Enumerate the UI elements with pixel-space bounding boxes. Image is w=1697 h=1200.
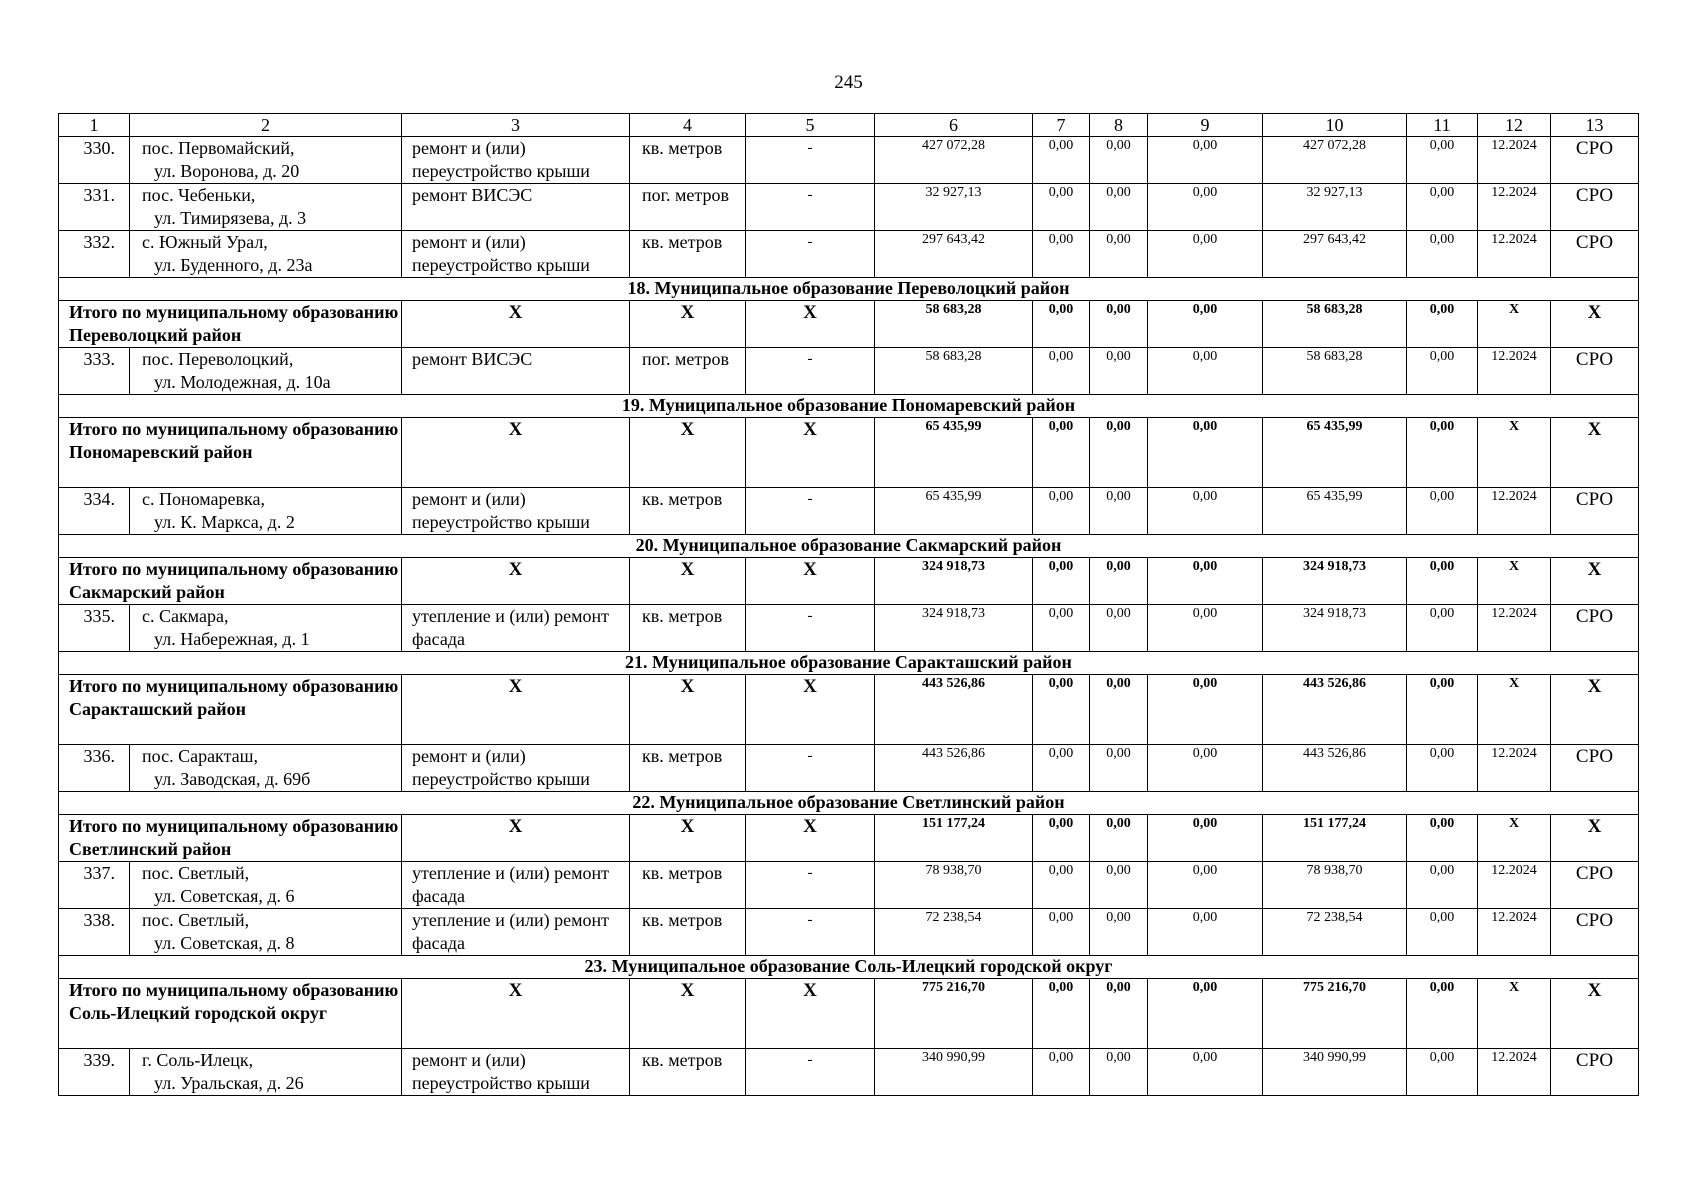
total-c7: 0,00 [1033,418,1090,488]
work-type: утепление и (или) ремонт фасада [402,862,630,909]
section-heading-row [59,956,1639,979]
operator: СРО [1551,231,1639,278]
x-mark: Х [630,418,746,488]
column-number-1: 1 [59,114,130,137]
amount-c6: 32 927,13 [875,184,1033,231]
total-c10: 324 918,73 [1263,558,1407,605]
x-mark: Х [630,558,746,605]
deadline: 12.2024 [1478,745,1551,792]
amount-c10: 32 927,13 [1263,184,1407,231]
x-mark: Х [746,979,875,1049]
column-number-row [59,114,1639,137]
total-c9: 0,00 [1148,418,1263,488]
total-c8: 0,00 [1090,558,1148,605]
x-mark: Х [1478,675,1551,745]
total-c8: 0,00 [1090,979,1148,1049]
col-5-value: - [746,137,875,184]
x-mark: Х [746,558,875,605]
section-heading-row [59,792,1639,815]
amount-c8: 0,00 [1090,605,1148,652]
amount-c7: 0,00 [1033,184,1090,231]
amount-c8: 0,00 [1090,488,1148,535]
amount-c6: 65 435,99 [875,488,1033,535]
amount-c7: 0,00 [1033,348,1090,395]
col-5-value: - [746,909,875,956]
col-5-value: - [746,862,875,909]
total-c9: 0,00 [1148,979,1263,1049]
x-mark: Х [1551,301,1639,348]
total-c7: 0,00 [1033,815,1090,862]
amount-c9: 0,00 [1148,909,1263,956]
amount-c11: 0,00 [1407,231,1478,278]
total-label: Итого по муниципальному образованию Соль-Илецкий городской округ [59,979,402,1049]
operator: СРО [1551,137,1639,184]
unit: кв. метров [630,745,746,792]
row-number: 338. [59,909,130,956]
column-number-3: 3 [402,114,630,137]
col-5-value: - [746,348,875,395]
total-c11: 0,00 [1407,675,1478,745]
amount-c9: 0,00 [1148,862,1263,909]
amount-c6: 427 072,28 [875,137,1033,184]
section-title: 19. Муниципальное образование Пономаревский район [59,395,1639,418]
x-mark: Х [630,979,746,1049]
x-mark: Х [630,301,746,348]
table-row [59,231,1639,278]
amount-c6: 340 990,99 [875,1049,1033,1096]
total-c8: 0,00 [1090,418,1148,488]
total-c6: 151 177,24 [875,815,1033,862]
operator: СРО [1551,1049,1639,1096]
amount-c9: 0,00 [1148,745,1263,792]
total-c6: 58 683,28 [875,301,1033,348]
row-number: 334. [59,488,130,535]
total-c11: 0,00 [1407,815,1478,862]
address-cell [130,1049,402,1096]
address-cell [130,184,402,231]
col-5-value: - [746,488,875,535]
total-c7: 0,00 [1033,979,1090,1049]
column-number-10: 10 [1263,114,1407,137]
address-line-1: с. Пономаревка, [142,489,265,509]
amount-c7: 0,00 [1033,745,1090,792]
total-c8: 0,00 [1090,815,1148,862]
deadline: 12.2024 [1478,184,1551,231]
amount-c10: 443 526,86 [1263,745,1407,792]
operator: СРО [1551,184,1639,231]
unit: кв. метров [630,862,746,909]
amount-c11: 0,00 [1407,488,1478,535]
total-c7: 0,00 [1033,558,1090,605]
amount-c6: 443 526,86 [875,745,1033,792]
deadline: 12.2024 [1478,862,1551,909]
amount-c10: 340 990,99 [1263,1049,1407,1096]
total-label: Итого по муниципальному образованию Светлинский район [59,815,402,862]
table-row [59,745,1639,792]
row-number: 335. [59,605,130,652]
total-c6: 443 526,86 [875,675,1033,745]
address-cell [130,488,402,535]
amount-c7: 0,00 [1033,862,1090,909]
unit: кв. метров [630,1049,746,1096]
total-c6: 324 918,73 [875,558,1033,605]
address-line-1: с. Южный Урал, [142,232,268,252]
amount-c9: 0,00 [1148,348,1263,395]
address-line-2: ул. Советская, д. 8 [154,933,295,953]
col-5-value: - [746,184,875,231]
amount-c7: 0,00 [1033,231,1090,278]
total-label: Итого по муниципальному образованию Сакмарский район [59,558,402,605]
page-number: 245 [834,72,863,93]
total-c8: 0,00 [1090,675,1148,745]
x-mark: Х [630,675,746,745]
x-mark: Х [1551,558,1639,605]
amount-c11: 0,00 [1407,862,1478,909]
amount-c6: 72 238,54 [875,909,1033,956]
address-line-2: ул. Заводская, д. 69б [154,769,311,789]
capital-repair-table [58,113,1639,1096]
total-c7: 0,00 [1033,301,1090,348]
row-number: 331. [59,184,130,231]
total-c11: 0,00 [1407,418,1478,488]
section-heading-row [59,278,1639,301]
work-type: ремонт и (или) переустройство крыши [402,231,630,278]
col-5-value: - [746,231,875,278]
amount-c7: 0,00 [1033,137,1090,184]
amount-c8: 0,00 [1090,1049,1148,1096]
table-row [59,348,1639,395]
row-number: 333. [59,348,130,395]
column-number-6: 6 [875,114,1033,137]
deadline: 12.2024 [1478,231,1551,278]
unit: кв. метров [630,605,746,652]
amount-c10: 58 683,28 [1263,348,1407,395]
section-title: 20. Муниципальное образование Сакмарский район [59,535,1639,558]
amount-c10: 72 238,54 [1263,909,1407,956]
row-number: 336. [59,745,130,792]
work-type: утепление и (или) ремонт фасада [402,605,630,652]
column-number-8: 8 [1090,114,1148,137]
section-title: 23. Муниципальное образование Соль-Илецкий городской округ [59,956,1639,979]
operator: СРО [1551,745,1639,792]
column-number-12: 12 [1478,114,1551,137]
x-mark: Х [630,815,746,862]
total-c9: 0,00 [1148,675,1263,745]
x-mark: Х [1551,418,1639,488]
amount-c9: 0,00 [1148,137,1263,184]
amount-c11: 0,00 [1407,909,1478,956]
amount-c7: 0,00 [1033,909,1090,956]
total-c7: 0,00 [1033,675,1090,745]
x-mark: Х [746,301,875,348]
amount-c11: 0,00 [1407,605,1478,652]
deadline: 12.2024 [1478,488,1551,535]
address-cell [130,605,402,652]
address-line-1: пос. Переволоцкий, [142,349,294,369]
amount-c6: 78 938,70 [875,862,1033,909]
deadline: 12.2024 [1478,909,1551,956]
x-mark: Х [1551,675,1639,745]
operator: СРО [1551,488,1639,535]
section-title: 22. Муниципальное образование Светлинский район [59,792,1639,815]
x-mark: Х [746,418,875,488]
total-c11: 0,00 [1407,558,1478,605]
operator: СРО [1551,348,1639,395]
table-row [59,605,1639,652]
x-mark: Х [402,301,630,348]
address-line-2: ул. Буденного, д. 23а [154,255,313,275]
col-5-value: - [746,745,875,792]
work-type: ремонт ВИСЭС [402,184,630,231]
amount-c11: 0,00 [1407,137,1478,184]
work-type: ремонт и (или) переустройство крыши [402,745,630,792]
total-c9: 0,00 [1148,301,1263,348]
x-mark: Х [1478,301,1551,348]
amount-c7: 0,00 [1033,488,1090,535]
address-line-1: с. Сакмара, [142,606,229,626]
total-c10: 65 435,99 [1263,418,1407,488]
table-row [59,862,1639,909]
row-number: 332. [59,231,130,278]
table-row [59,184,1639,231]
col-5-value: - [746,1049,875,1096]
total-row [59,979,1639,1049]
deadline: 12.2024 [1478,605,1551,652]
amount-c9: 0,00 [1148,1049,1263,1096]
address-line-1: г. Соль-Илецк, [142,1050,254,1070]
amount-c10: 297 643,42 [1263,231,1407,278]
total-label: Итого по муниципальному образованию Пономаревский район [59,418,402,488]
total-c9: 0,00 [1148,558,1263,605]
total-c10: 58 683,28 [1263,301,1407,348]
work-type: ремонт ВИСЭС [402,348,630,395]
amount-c10: 78 938,70 [1263,862,1407,909]
amount-c8: 0,00 [1090,231,1148,278]
address-line-2: ул. Советская, д. 6 [154,886,295,906]
address-line-1: пос. Саракташ, [142,746,258,766]
address-cell [130,745,402,792]
section-title: 21. Муниципальное образование Саракташский район [59,652,1639,675]
total-c11: 0,00 [1407,301,1478,348]
x-mark: Х [746,675,875,745]
total-c6: 65 435,99 [875,418,1033,488]
total-c10: 775 216,70 [1263,979,1407,1049]
work-type: ремонт и (или) переустройство крыши [402,137,630,184]
column-number-13: 13 [1551,114,1639,137]
x-mark: Х [1551,979,1639,1049]
total-label: Итого по муниципальному образованию Переволоцкий район [59,301,402,348]
amount-c10: 324 918,73 [1263,605,1407,652]
operator: СРО [1551,862,1639,909]
x-mark: Х [1478,815,1551,862]
deadline: 12.2024 [1478,1049,1551,1096]
total-c10: 443 526,86 [1263,675,1407,745]
unit: кв. метров [630,488,746,535]
amount-c8: 0,00 [1090,184,1148,231]
amount-c7: 0,00 [1033,605,1090,652]
amount-c8: 0,00 [1090,348,1148,395]
operator: СРО [1551,909,1639,956]
total-row [59,418,1639,488]
unit: пог. метров [630,184,746,231]
work-type: утепление и (или) ремонт фасада [402,909,630,956]
amount-c9: 0,00 [1148,488,1263,535]
address-line-2: ул. Уральская, д. 26 [154,1073,304,1093]
amount-c8: 0,00 [1090,862,1148,909]
x-mark: Х [402,418,630,488]
section-heading-row [59,652,1639,675]
unit: пог. метров [630,348,746,395]
address-line-2: ул. Воронова, д. 20 [154,161,300,181]
amount-c9: 0,00 [1148,605,1263,652]
address-line-2: ул. Тимирязева, д. 3 [154,208,307,228]
unit: кв. метров [630,909,746,956]
deadline: 12.2024 [1478,348,1551,395]
unit: кв. метров [630,137,746,184]
amount-c7: 0,00 [1033,1049,1090,1096]
section-heading-row [59,535,1639,558]
table-row [59,1049,1639,1096]
x-mark: Х [402,675,630,745]
amount-c11: 0,00 [1407,745,1478,792]
unit: кв. метров [630,231,746,278]
amount-c8: 0,00 [1090,745,1148,792]
x-mark: Х [402,558,630,605]
row-number: 337. [59,862,130,909]
address-cell [130,137,402,184]
total-label: Итого по муниципальному образованию Саракташский район [59,675,402,745]
total-row [59,301,1639,348]
address-cell [130,862,402,909]
amount-c11: 0,00 [1407,1049,1478,1096]
amount-c10: 65 435,99 [1263,488,1407,535]
address-line-2: ул. К. Маркса, д. 2 [154,512,295,532]
section-title: 18. Муниципальное образование Переволоцкий район [59,278,1639,301]
address-line-2: ул. Набережная, д. 1 [154,629,310,649]
row-number: 330. [59,137,130,184]
total-row [59,815,1639,862]
amount-c9: 0,00 [1148,231,1263,278]
column-number-4: 4 [630,114,746,137]
total-row [59,558,1639,605]
amount-c8: 0,00 [1090,909,1148,956]
x-mark: Х [1478,418,1551,488]
x-mark: Х [402,815,630,862]
total-c8: 0,00 [1090,301,1148,348]
amount-c6: 324 918,73 [875,605,1033,652]
amount-c6: 297 643,42 [875,231,1033,278]
address-line-1: пос. Первомайский, [142,138,295,158]
section-heading-row [59,395,1639,418]
table-row [59,488,1639,535]
address-cell [130,348,402,395]
address-cell [130,909,402,956]
col-5-value: - [746,605,875,652]
work-type: ремонт и (или) переустройство крыши [402,1049,630,1096]
address-line-1: пос. Светлый, [142,910,250,930]
address-cell [130,231,402,278]
total-c11: 0,00 [1407,979,1478,1049]
column-number-11: 11 [1407,114,1478,137]
operator: СРО [1551,605,1639,652]
total-row [59,675,1639,745]
x-mark: Х [746,815,875,862]
column-number-2: 2 [130,114,402,137]
work-type: ремонт и (или) переустройство крыши [402,488,630,535]
x-mark: Х [1551,815,1639,862]
amount-c6: 58 683,28 [875,348,1033,395]
table-row [59,137,1639,184]
row-number: 339. [59,1049,130,1096]
column-number-9: 9 [1148,114,1263,137]
deadline: 12.2024 [1478,137,1551,184]
amount-c11: 0,00 [1407,348,1478,395]
column-number-7: 7 [1033,114,1090,137]
column-number-5: 5 [746,114,875,137]
total-c9: 0,00 [1148,815,1263,862]
x-mark: Х [1478,979,1551,1049]
total-c6: 775 216,70 [875,979,1033,1049]
address-line-1: пос. Светлый, [142,863,250,883]
x-mark: Х [1478,558,1551,605]
amount-c8: 0,00 [1090,137,1148,184]
address-line-2: ул. Молодежная, д. 10а [154,372,331,392]
total-c10: 151 177,24 [1263,815,1407,862]
amount-c10: 427 072,28 [1263,137,1407,184]
amount-c9: 0,00 [1148,184,1263,231]
amount-c11: 0,00 [1407,184,1478,231]
table-row [59,909,1639,956]
x-mark: Х [402,979,630,1049]
address-line-1: пос. Чебеньки, [142,185,256,205]
